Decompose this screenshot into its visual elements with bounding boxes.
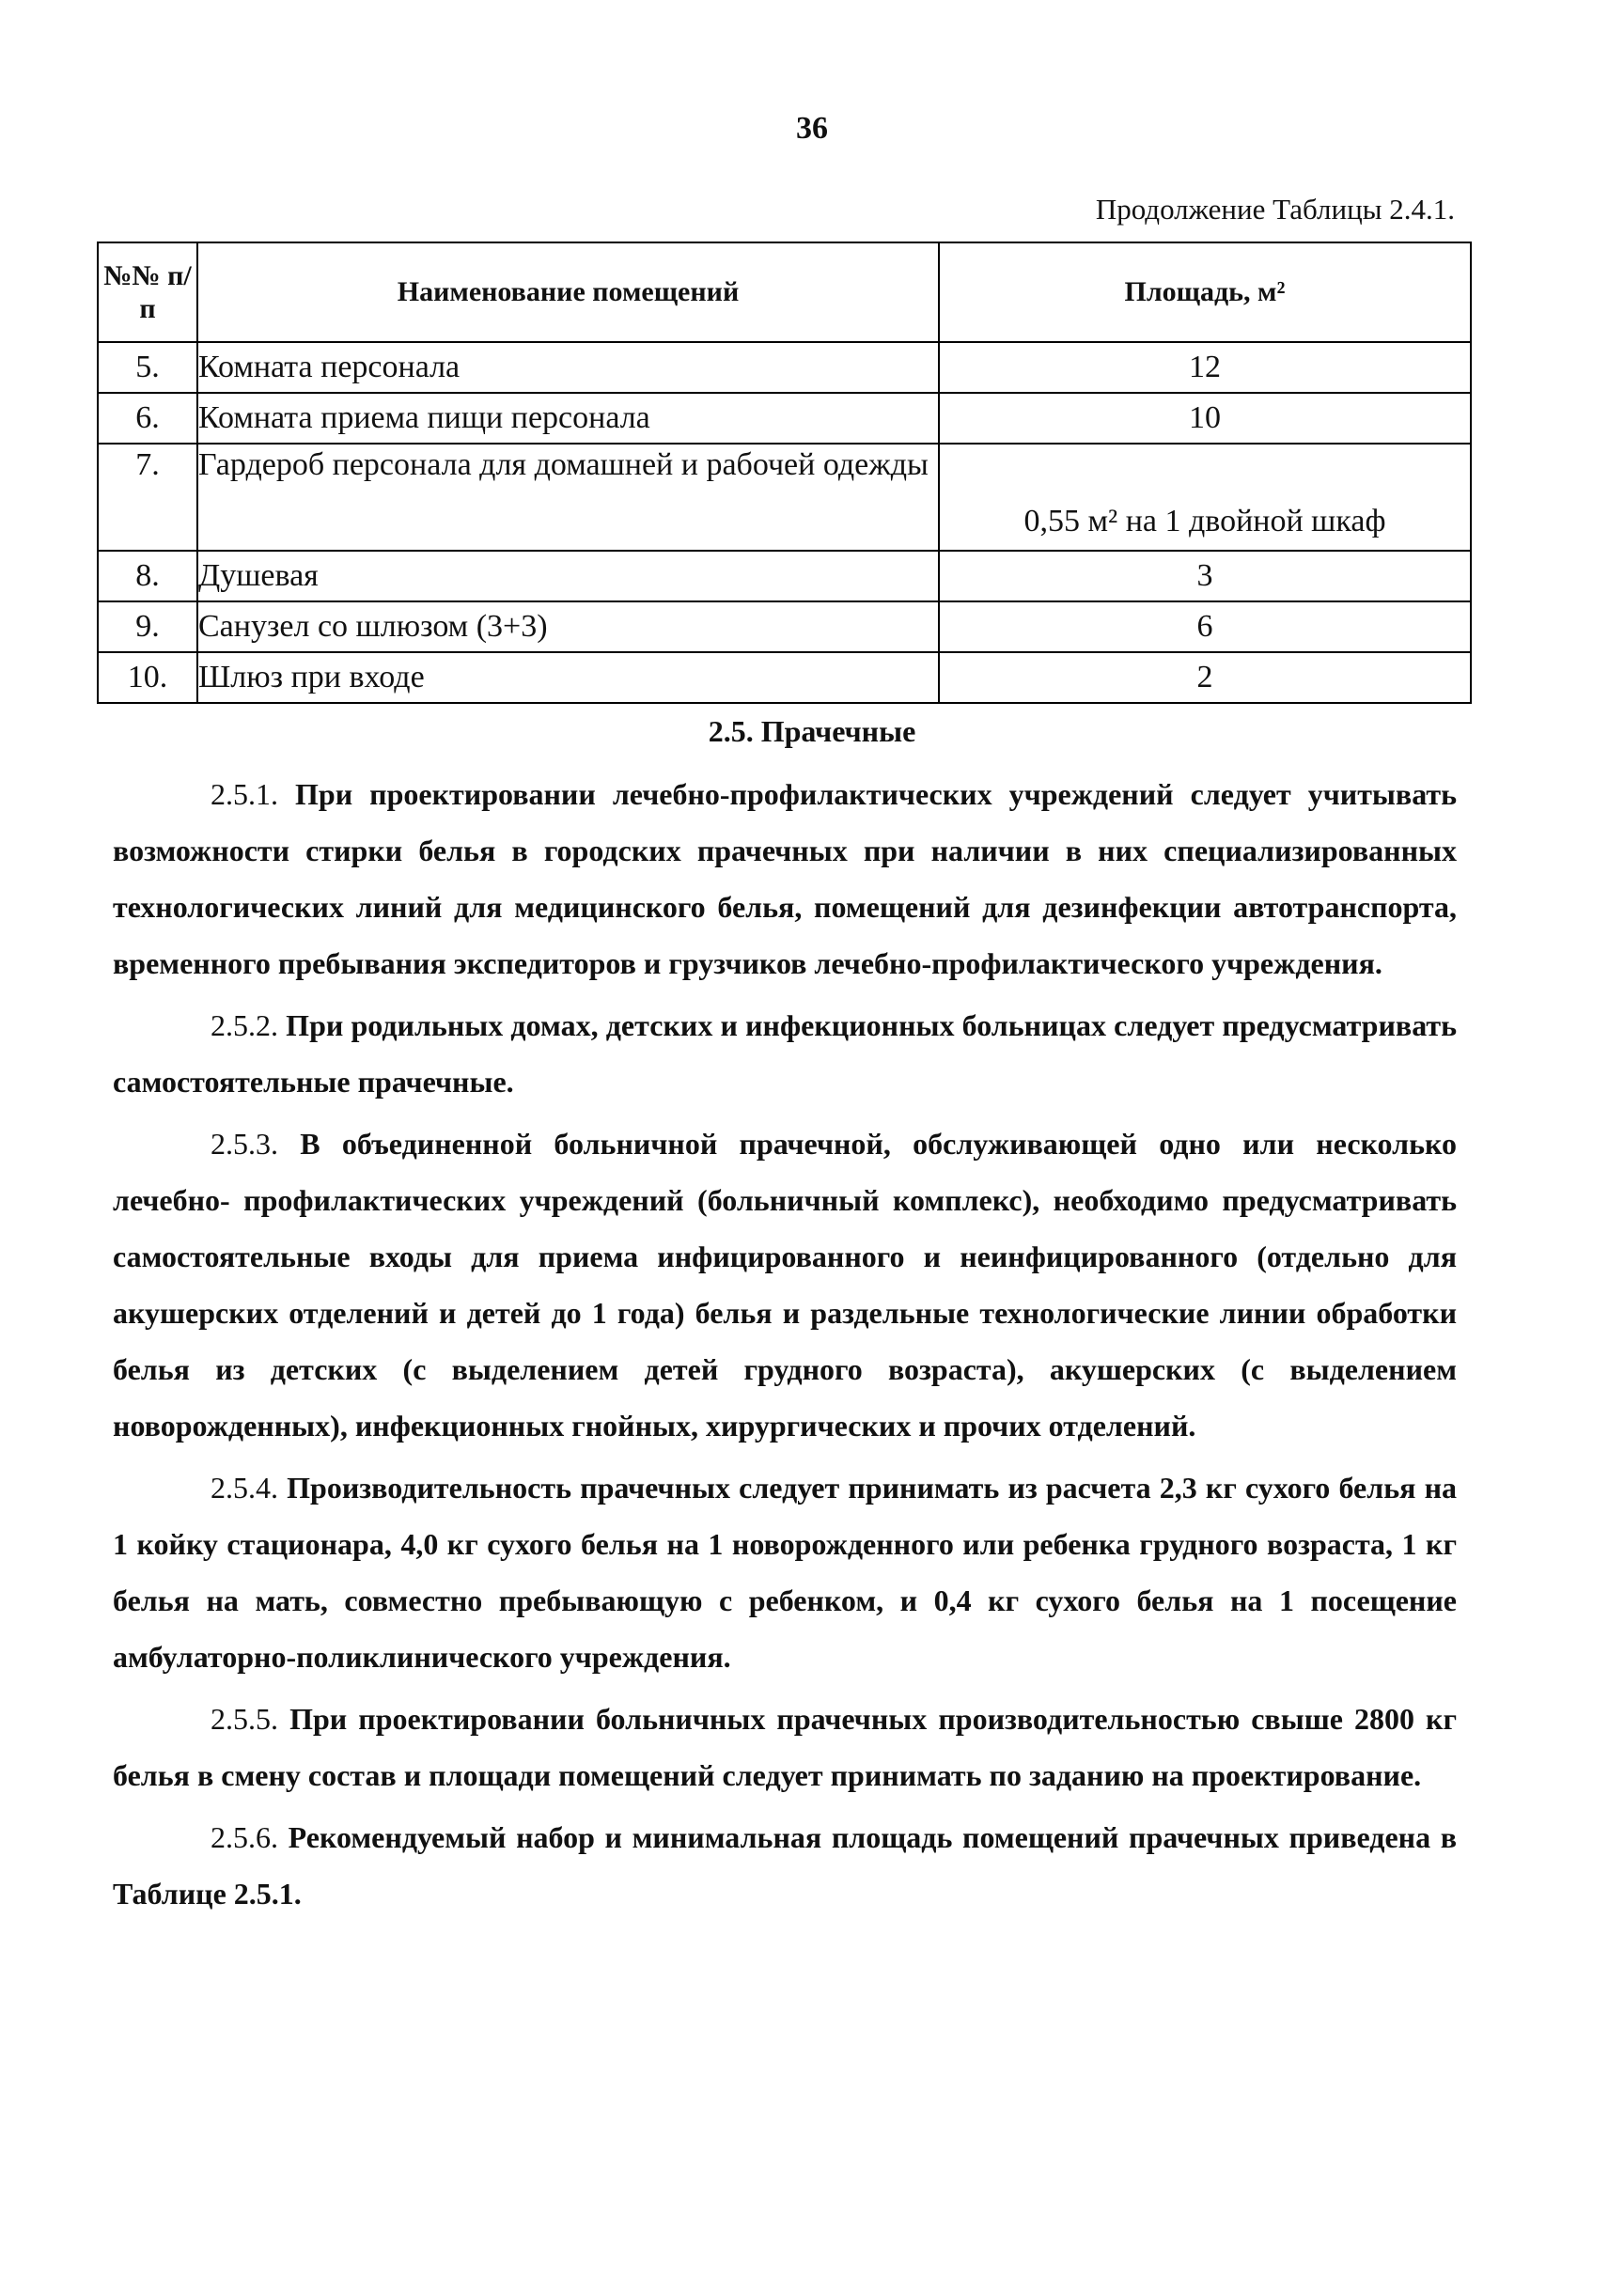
row-area: 0,55 м² на 1 двойной шкаф <box>939 444 1471 551</box>
row-room-name: Гардероб персонала для домашней и рабочей одежды <box>197 444 939 551</box>
row-number: 6. <box>98 393 197 444</box>
table-row <box>98 444 1471 551</box>
header-area: Площадь, м² <box>939 242 1471 342</box>
paragraph-number: 2.5.2. <box>211 1008 287 1042</box>
paragraph-number: 2.5.1. <box>211 777 296 811</box>
row-room-name: Шлюз при входе <box>197 652 939 703</box>
row-area: 3 <box>939 551 1471 601</box>
table-row <box>98 342 1471 393</box>
row-number: 5. <box>98 342 197 393</box>
table-row <box>98 652 1471 703</box>
row-number: 9. <box>98 601 197 652</box>
table-header-row <box>98 242 1471 342</box>
table-row <box>98 393 1471 444</box>
paragraph-2-5-1 <box>113 766 1457 991</box>
table-row <box>98 551 1471 601</box>
row-area: 2 <box>939 652 1471 703</box>
paragraph-number: 2.5.6. <box>211 1820 289 1854</box>
row-number: 7. <box>98 444 197 551</box>
paragraph-number: 2.5.5. <box>211 1702 290 1736</box>
page-number: 36 <box>796 111 828 146</box>
section-body <box>113 766 1457 1927</box>
header-room-name: Наименование помещений <box>197 242 939 342</box>
row-area: 12 <box>939 342 1471 393</box>
paragraph-2-5-6 <box>113 1809 1457 1922</box>
row-room-name: Комната персонала <box>197 342 939 393</box>
paragraph-2-5-4 <box>113 1459 1457 1685</box>
row-number: 10. <box>98 652 197 703</box>
row-number: 8. <box>98 551 197 601</box>
row-room-name: Душевая <box>197 551 939 601</box>
row-area: 6 <box>939 601 1471 652</box>
rooms-table <box>97 242 1472 704</box>
paragraph-number: 2.5.4. <box>211 1471 288 1505</box>
paragraph-text: При родильных домах, детских и инфекционных больницах следует предусматривать самостоятельные прачечные. <box>113 1008 1458 1099</box>
paragraph-2-5-3 <box>113 1115 1457 1454</box>
paragraph-text: Производительность прачечных следует принимать из расчета 2,3 кг сухого белья на 1 койку стационара, 4,0 кг сухого белья на 1 новорожденного или ребенка грудного возраста, 1 кг белья на мать, совместно пребывающую с ребенком, и 0,4 кг сухого белья на 1 посещение амбулаторно-поликлинического учреждения. <box>113 1471 1458 1674</box>
paragraph-2-5-2 <box>113 997 1457 1110</box>
paragraph-text: В объединенной больничной прачечной, обслуживающей одно или несколько лечебно- профилактических учреждений (больничный комплекс), необходимо предусматривать самостоятельные входы для приема инфицированного и неинфицированного (отдельно для акушерских отделений и детей до 1 года) белья и раздельные технологические линии обработки белья из детских (с выделением детей грудного возраста), акушерских (с выделением новорожденных), инфекционных гнойных, хирургических и прочих отделений. <box>113 1127 1458 1443</box>
header-number: №№ п/п <box>98 242 197 342</box>
paragraph-number: 2.5.3. <box>211 1127 301 1161</box>
paragraph-text: Рекомендуемый набор и минимальная площадь помещений прачечных приведена в Таблице 2.5.1. <box>113 1820 1457 1911</box>
row-room-name: Санузел со шлюзом (3+3) <box>197 601 939 652</box>
paragraph-2-5-5 <box>113 1691 1457 1803</box>
paragraph-text: При проектировании лечебно-профилактических учреждений следует учитывать возможности стирки белья в городских прачечных при наличии в них специализированных технологических линий для медицинского белья, помещений для дезинфекции автотранспорта, временного пребывания экспедиторов и грузчиков лечебно-профилактического учреждения. <box>113 777 1458 980</box>
row-room-name: Комната приема пищи персонала <box>197 393 939 444</box>
section-heading: 2.5. Прачечные <box>708 714 916 748</box>
table-row <box>98 601 1471 652</box>
row-area: 10 <box>939 393 1471 444</box>
paragraph-text: При проектировании больничных прачечных производительностью свыше 2800 кг белья в смену состав и площади помещений следует принимать по заданию на проектирование. <box>113 1702 1458 1792</box>
table-caption: Продолжение Таблицы 2.4.1. <box>1095 193 1455 226</box>
